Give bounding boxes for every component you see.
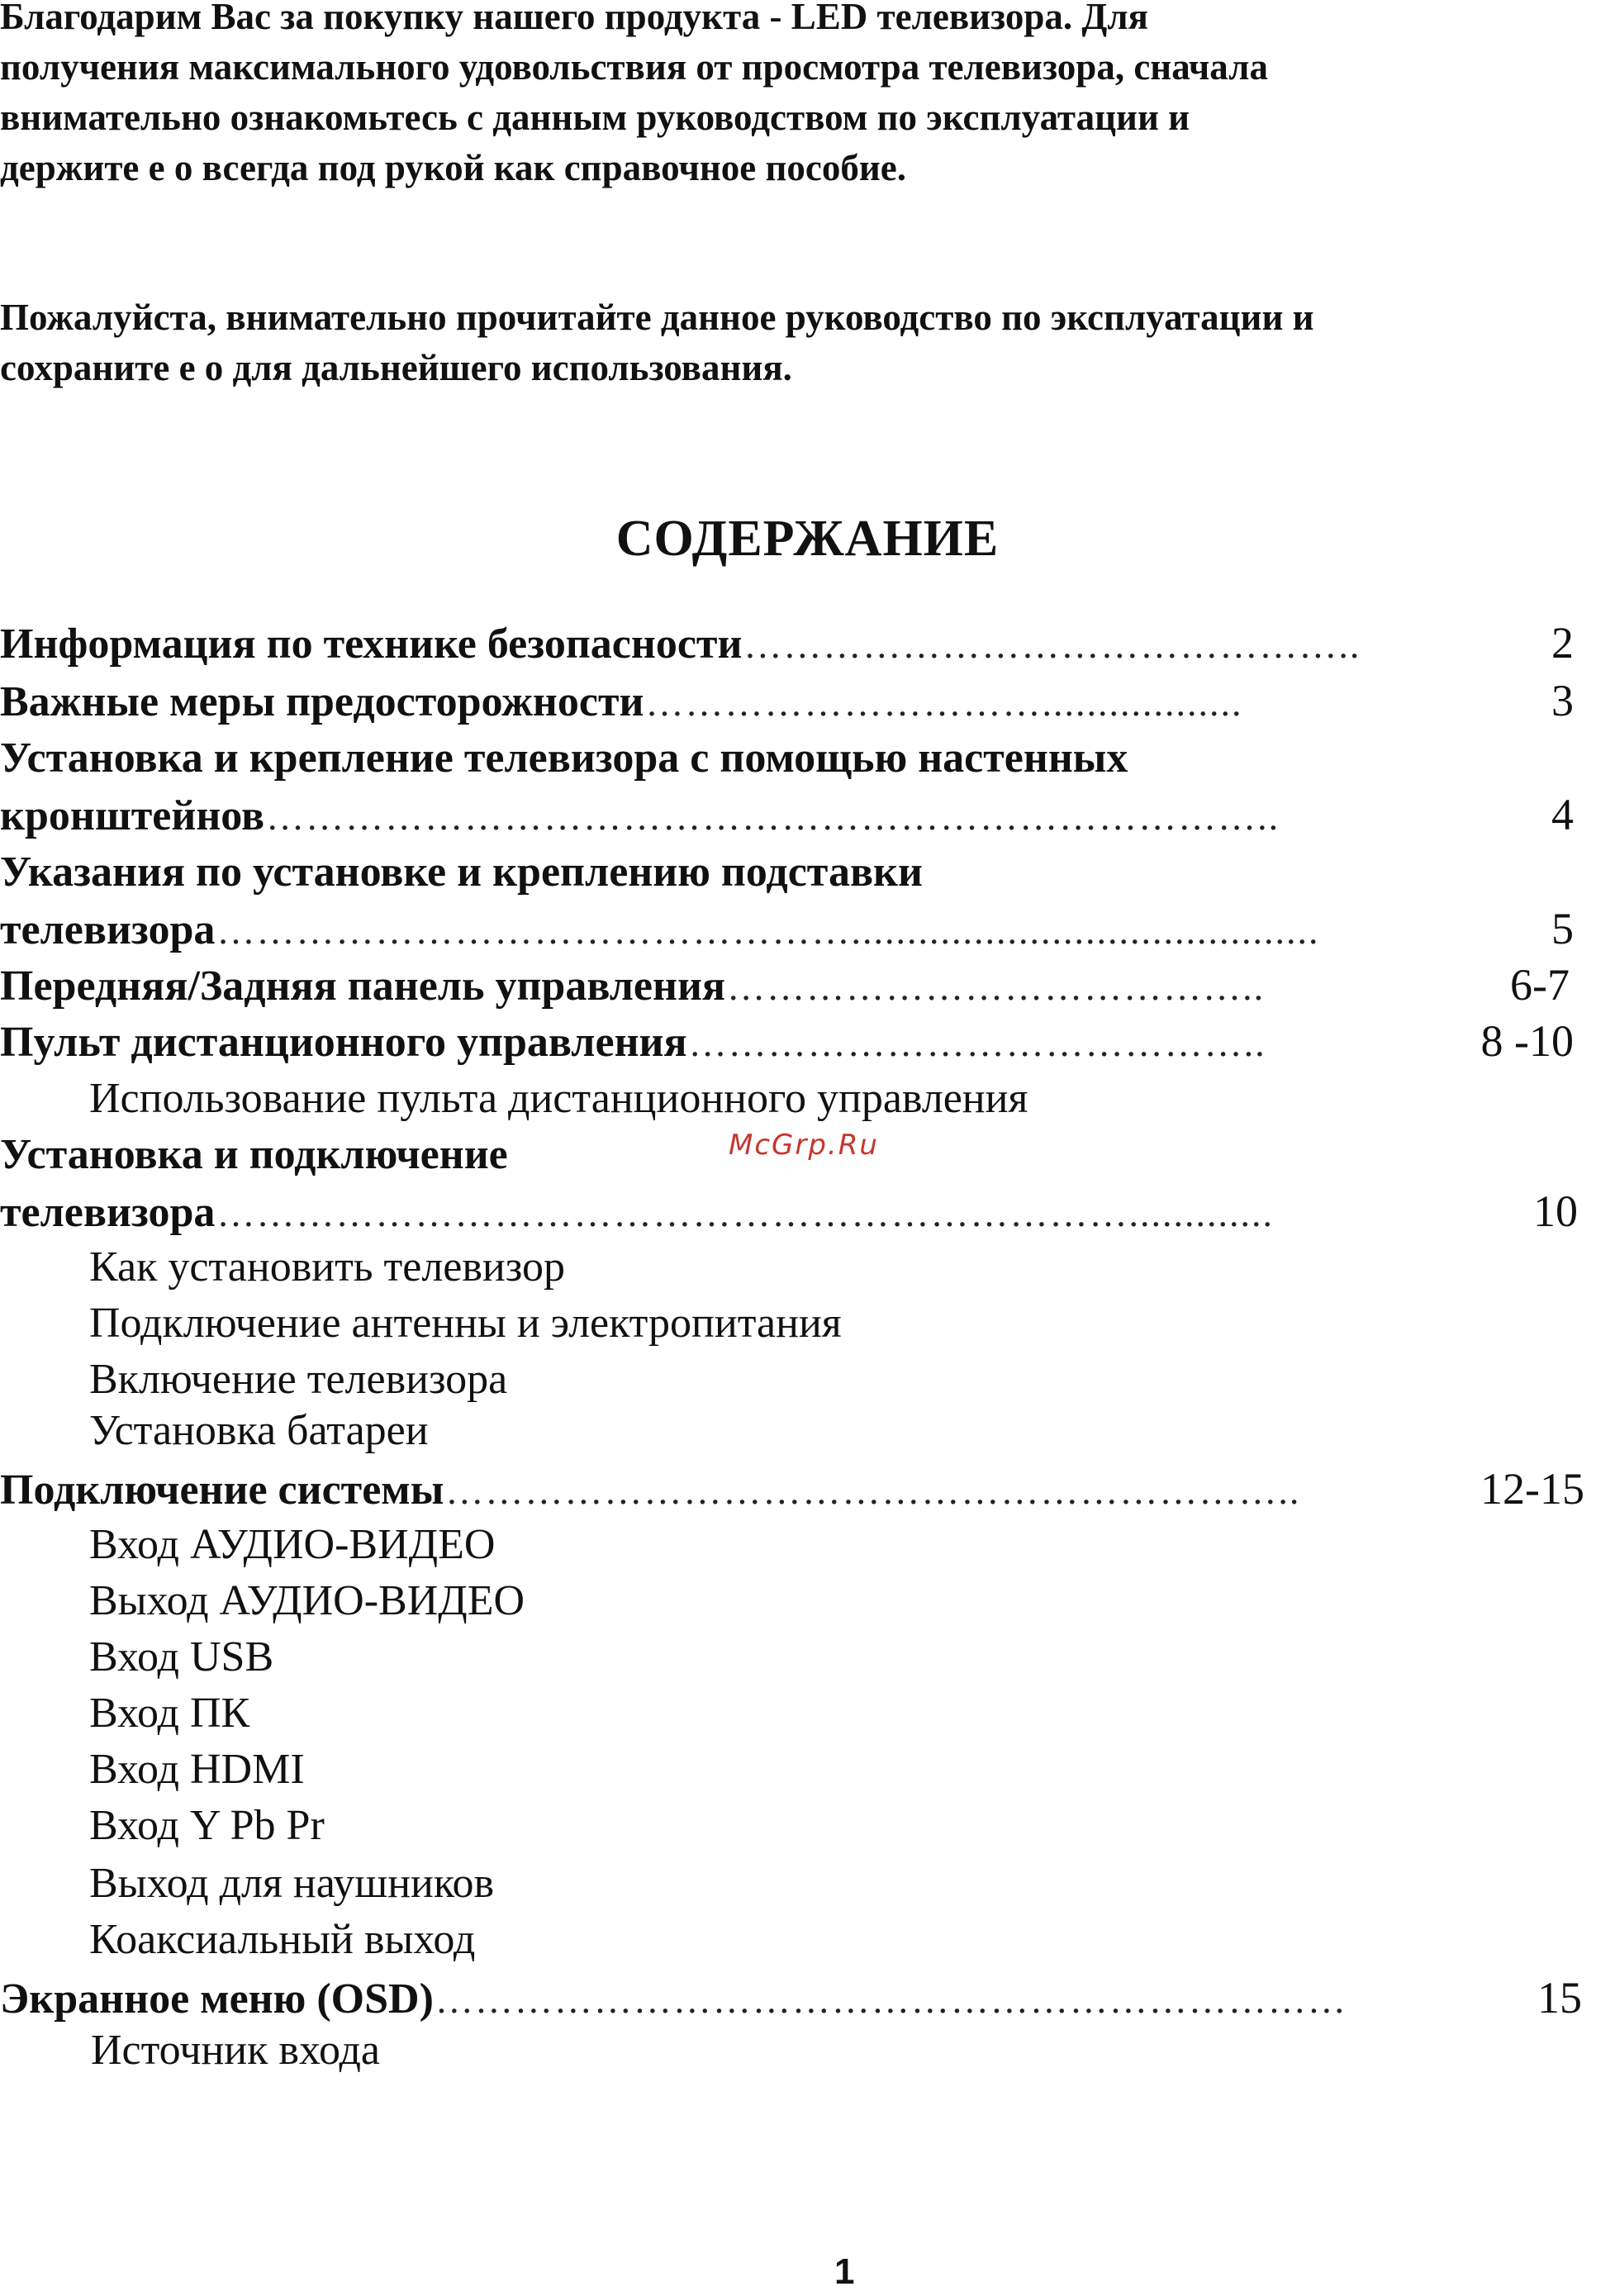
toc-page-number: 2	[1551, 618, 1574, 668]
toc-entry-title: Информация по технике безопасности	[0, 620, 743, 668]
toc-entry-stand-title: Указания по установке и креплению подставки	[0, 849, 923, 896]
toc-leader: ………………………………………………………..	[445, 1470, 1301, 1512]
toc-entry-title: Важные меры предосторожности	[0, 678, 644, 725]
toc-entry-system	[0, 1461, 1584, 1517]
toc-entry-osd	[0, 1970, 1582, 2026]
toc-entry-title: телевизора	[0, 1189, 216, 1236]
intro-line: получения максимального удовольствия от просмотра телевизора, сначала	[0, 46, 1268, 88]
toc-entry-safety	[0, 615, 1574, 671]
toc-leader: ……………………………………..	[688, 1022, 1266, 1064]
toc-entry-precautions	[0, 673, 1574, 729]
toc-subentry: Коаксиальный выход	[89, 1916, 476, 1963]
toc-leader: ………………………………………..	[743, 624, 1361, 666]
toc-page-number: 12-15	[1480, 1464, 1584, 1514]
toc-entry-title: телевизора	[0, 906, 216, 953]
toc-entry-wall-mount	[0, 787, 1574, 843]
intro-paragraph	[0, 0, 1615, 193]
toc-subentry: Использование пульта дистанционного управления	[89, 1075, 1028, 1122]
toc-entry-install-title: Установка и подключение	[0, 1131, 508, 1178]
toc-leader: ……………………………………………………………	[435, 1979, 1347, 2021]
toc-entry-title: Подключение системы	[0, 1466, 444, 1514]
toc-subentry: Вход ПК	[89, 1690, 250, 1737]
toc-entry-panel	[0, 957, 1570, 1013]
toc-entry-title: Экранное меню (OSD)	[0, 1975, 434, 2023]
toc-leader: …………………………………………..........................................	[216, 910, 1320, 952]
toc-entry-remote	[0, 1013, 1574, 1069]
toc-leader: …………………………..................	[645, 682, 1243, 724]
toc-page-number: 5	[1551, 904, 1574, 953]
toc-entry-title: кронштейнов	[0, 792, 265, 839]
page-number: 1	[834, 2251, 855, 2292]
toc-leader: …………………………………..	[727, 966, 1266, 1008]
toc-page-number: 8 -10	[1480, 1016, 1574, 1066]
toc-entry-install	[0, 1183, 1578, 1239]
toc-entry-stand	[0, 901, 1574, 957]
intro-line: внимательно ознакомьтесь с данным руководством по эксплуатации и	[0, 97, 1190, 138]
toc-subentry: Подключение антенны и электропитания	[89, 1300, 842, 1347]
toc-page-number: 6-7	[1510, 960, 1570, 1010]
toc-subentry: Как установить телевизор	[89, 1243, 565, 1291]
toc-entry-wall-mount-title: Установка и крепление телевизора с помощью настенных	[0, 734, 1128, 782]
toc-subentry: Вход USB	[89, 1633, 274, 1680]
toc-page-number: 4	[1551, 790, 1574, 839]
toc-entry-title: Пульт дистанционного управления	[0, 1019, 687, 1066]
toc-page-number: 3	[1551, 676, 1574, 725]
toc-subentry: Выход для наушников	[89, 1860, 495, 1907]
toc-subentry: Вход Y Pb Pr	[89, 1802, 325, 1849]
note-paragraph	[0, 292, 1615, 393]
toc-subentry: Установка батареи	[89, 1407, 429, 1454]
toc-subentry: Включение телевизора	[89, 1356, 508, 1403]
watermark: McGrp.Ru	[729, 1129, 879, 1162]
intro-line: Благодарим Вас за покупку нашего продукта - LED телевизора. Для	[0, 0, 1148, 37]
toc-title: СОДЕРЖАНИЕ	[615, 511, 1000, 567]
toc-subentry: Источник входа	[91, 2027, 381, 2074]
toc-entry-title: Передняя/Задняя панель управления	[0, 963, 726, 1010]
note-line: Пожалуйста, внимательно прочитайте данное руководство по эксплуатации и	[0, 297, 1314, 338]
toc-page-number: 15	[1537, 1973, 1582, 2023]
toc-subentry: Вход АУДИО-ВИДЕО	[89, 1521, 496, 1568]
toc-subentry: Вход HDMI	[89, 1746, 305, 1793]
toc-page-number: 10	[1533, 1186, 1578, 1236]
toc-leader: …………………………………………………………….............	[216, 1192, 1274, 1234]
toc-subentry: Выход АУДИО-ВИДЕО	[89, 1577, 525, 1624]
intro-line: держите е о всегда под рукой как справочное пособие.	[0, 147, 907, 188]
note-line: сохраните е о для дальнейшего использования.	[0, 347, 792, 388]
toc-leader: …………………………………………………………………..	[266, 796, 1280, 838]
